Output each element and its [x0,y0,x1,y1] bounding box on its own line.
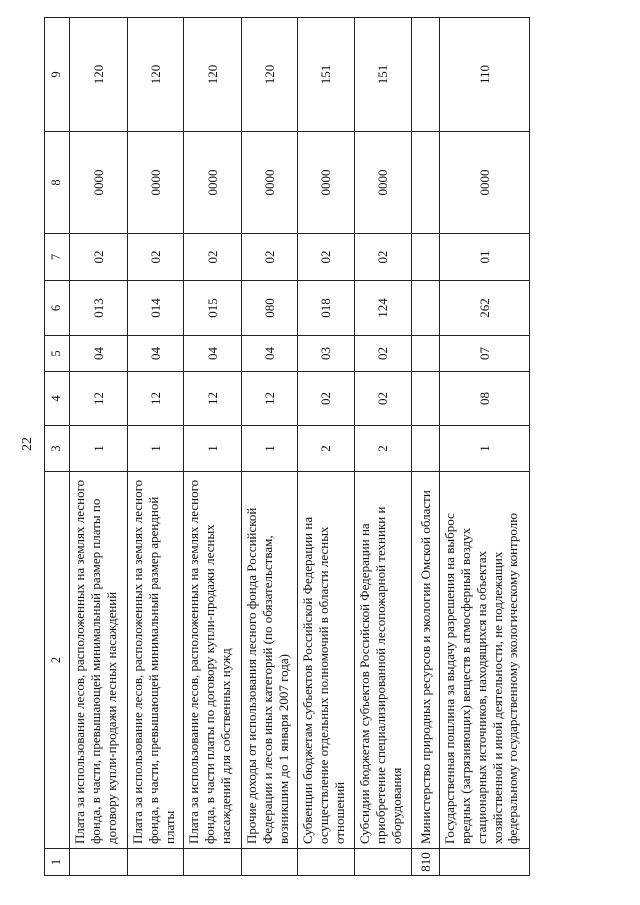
code-group: 2 [355,426,412,472]
admin-code [355,849,412,876]
income-name: Плата за использование лесов, расположенных на землях лесного фонда, в части, превышающей минимальный размер арендной платы [128,472,184,849]
code-element: 02 [242,234,298,281]
code-element: 01 [440,234,530,281]
page-number: 22 [20,437,35,451]
header-cell: 5 [45,336,70,372]
code-subarticle: 262 [440,281,530,336]
table-row [412,18,440,876]
code-element: 02 [184,234,242,281]
header-cell: 9 [45,18,70,132]
code-article: 03 [298,336,355,372]
code-subgroup: 02 [355,372,412,426]
admin-code [128,849,184,876]
code-group: 2 [298,426,355,472]
code-subarticle: 018 [298,281,355,336]
code-subgroup: 12 [184,372,242,426]
code-program: 0000 [298,132,355,234]
page-content [44,18,640,876]
header-cell: 1 [45,849,70,876]
rotated-table-wrapper [44,18,640,876]
code-classification: 110 [440,18,530,132]
code-article: 07 [440,336,530,372]
code-subarticle [412,281,440,336]
table-row [70,18,128,876]
code-group: 1 [184,426,242,472]
admin-code [440,849,530,876]
header-cell: 8 [45,132,70,234]
code-classification: 120 [128,18,184,132]
admin-code [242,849,298,876]
table-row [440,18,530,876]
code-subgroup [412,372,440,426]
header-cell: 3 [45,426,70,472]
code-article: 04 [128,336,184,372]
code-subgroup: 12 [70,372,128,426]
code-group [412,426,440,472]
code-subarticle: 015 [184,281,242,336]
code-program: 0000 [128,132,184,234]
code-classification: 151 [298,18,355,132]
table-row [298,18,355,876]
code-article [412,336,440,372]
code-group: 1 [242,426,298,472]
header-cell: 7 [45,234,70,281]
admin-code [70,849,128,876]
code-element [412,234,440,281]
code-subgroup: 08 [440,372,530,426]
admin-code [184,849,242,876]
code-classification [412,18,440,132]
table-row [128,18,184,876]
header-row [45,18,70,876]
admin-code [298,849,355,876]
code-program [412,132,440,234]
income-name: Прочие доходы от использования лесного фонда Российской Федерации и лесов иных категорий (по обязательствам, возникшим до 1 января 2007 года) [242,472,298,849]
income-name: Субсидии бюджетам субъектов Российской Федерации на приобретение специализированной лесопожарной техники и оборудования [355,472,412,849]
income-name: Плата за использование лесов, расположенных на землях лесного фонда, в части платы по договору купли-продажи лесных насаждений для собственных нужд [184,472,242,849]
code-program: 0000 [440,132,530,234]
code-article: 04 [184,336,242,372]
code-program: 0000 [355,132,412,234]
code-program: 0000 [184,132,242,234]
code-article: 04 [242,336,298,372]
table-row [242,18,298,876]
header-cell: 2 [45,472,70,849]
code-subarticle: 014 [128,281,184,336]
code-group: 1 [128,426,184,472]
code-element: 02 [128,234,184,281]
header-cell: 4 [45,372,70,426]
ministry-name: Министерство природных ресурсов и экологии Омской области [412,472,440,849]
admin-code: 810 [412,849,440,876]
code-classification: 120 [242,18,298,132]
code-program: 0000 [242,132,298,234]
code-element: 02 [70,234,128,281]
income-name: Субвенции бюджетам субъектов Российской Федерации на осуществление отдельных полномочий в области лесных отношений [298,472,355,849]
code-group: 1 [70,426,128,472]
code-classification: 120 [184,18,242,132]
income-name: Плата за использование лесов, расположенных на землях лесного фонда, в части, превышающей минимальный размер платы по договору купли-продажи лесных насаждений [70,472,128,849]
table-row [355,18,412,876]
code-subarticle: 013 [70,281,128,336]
code-group: 1 [440,426,530,472]
code-element: 02 [355,234,412,281]
code-program: 0000 [70,132,128,234]
code-subarticle: 124 [355,281,412,336]
code-element: 02 [298,234,355,281]
code-subgroup: 12 [128,372,184,426]
code-article: 02 [355,336,412,372]
code-article: 04 [70,336,128,372]
header-cell: 6 [45,281,70,336]
table-row [184,18,242,876]
code-subgroup: 02 [298,372,355,426]
code-subgroup: 12 [242,372,298,426]
income-name: Государственная пошлина за выдачу разрешения на выброс вредных (загрязняющих) веществ в атмосферный воздух стационарных источников, находящихся на объектах хозяйственной и иной деятельности, не подлежащих федеральному государственному экологическому контролю [440,472,530,849]
budget-codes-table [44,17,530,876]
code-classification: 151 [355,18,412,132]
code-subarticle: 080 [242,281,298,336]
code-classification: 120 [70,18,128,132]
